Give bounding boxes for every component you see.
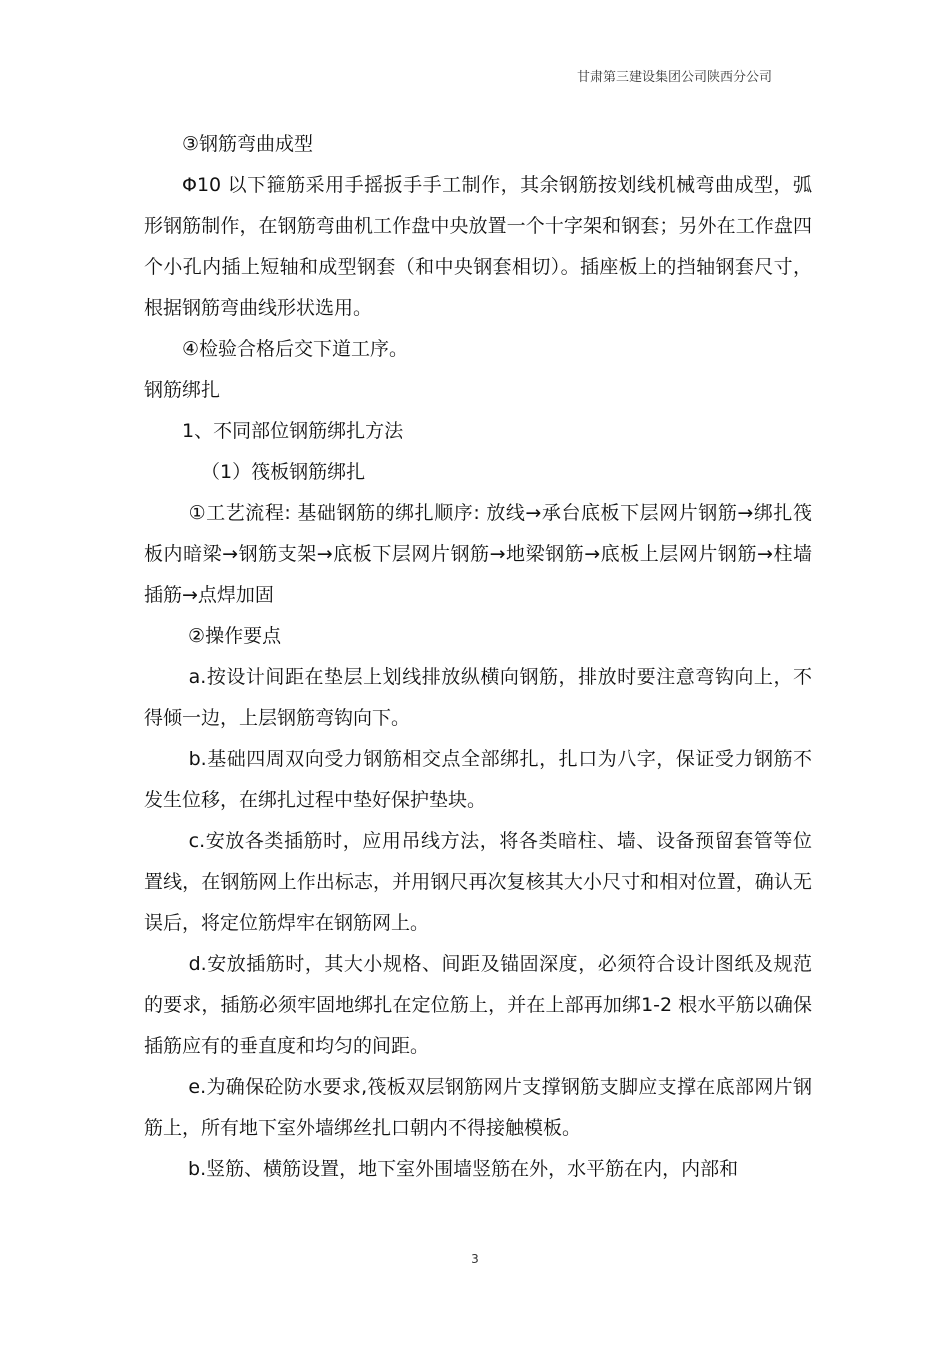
paragraph: b.竖筋、横筋设置，地下室外围墙竖筋在外，水平筋在内，内部和 [182,1158,739,1180]
paragraph: Φ10 以下箍筋采用手摇扳手手工制作，其余钢筋按划线机械弯曲成型，弧形钢筋制作，在钢筋弯曲机工作盘中央放置一个十字架和钢套；另外在工作盘四个小孔内插上短轴和成型钢套（和中央钢套相切）。插座板上的挡轴钢套尺寸，根据钢筋弯曲线形状选用。 [144,174,812,319]
subsection-heading: 1、不同部位钢筋绑扎方法 [182,420,404,442]
paragraph: ③钢筋弯曲成型 [182,133,314,155]
page-header: 甘肃第三建设集团公司陕西分公司 [576,70,772,85]
paragraph: c.安放各类插筋时，应用吊线方法，将各类暗柱、墙、设备预留套管等位置线，在钢筋网上作出标志，并用钢尺再次复核其大小尺寸和相对位置，确认无误后，将定位筋焊牢在钢筋网上。 [144,830,812,934]
paragraph: e.为确保砼防水要求,筏板双层钢筋网片支撑钢筋支脚应支撑在底部网片钢筋上，所有地下室外墙绑丝扎口朝内不得接触模板。 [144,1076,812,1139]
section-heading: 钢筋绑扎 [144,379,221,401]
paragraph: ②操作要点 [182,625,282,647]
paragraph: b.基础四周双向受力钢筋相交点全部绑扎，扎口为八字，保证受力钢筋不发生位移，在绑扎过程中垫好保护垫块。 [144,748,812,811]
paragraph: d.安放插筋时，其大小规格、间距及锚固深度，必须符合设计图纸及规范的要求，插筋必须牢固地绑扎在定位筋上，并在上部再加绑1-2 根水平筋以确保插筋应有的垂直度和均匀的间距。 [144,953,812,1057]
subsection-heading: （1）筏板钢筋绑扎 [201,461,366,483]
paragraph: ①工艺流程: 基础钢筋的绑扎顺序: 放线→承台底板下层网片钢筋→绑扎筏板内暗梁→钢筋支架→底板下层网片钢筋→地梁钢筋→底板上层网片钢筋→柱墙插筋→点焊加固 [144,502,812,606]
page-number: 3 [471,1252,479,1266]
paragraph: ④检验合格后交下道工序。 [182,338,409,360]
document-body [144,124,812,1190]
paragraph: a.按设计间距在垫层上划线排放纵横向钢筋，排放时要注意弯钩向上，不得倾一边，上层钢筋弯钩向下。 [144,666,813,729]
